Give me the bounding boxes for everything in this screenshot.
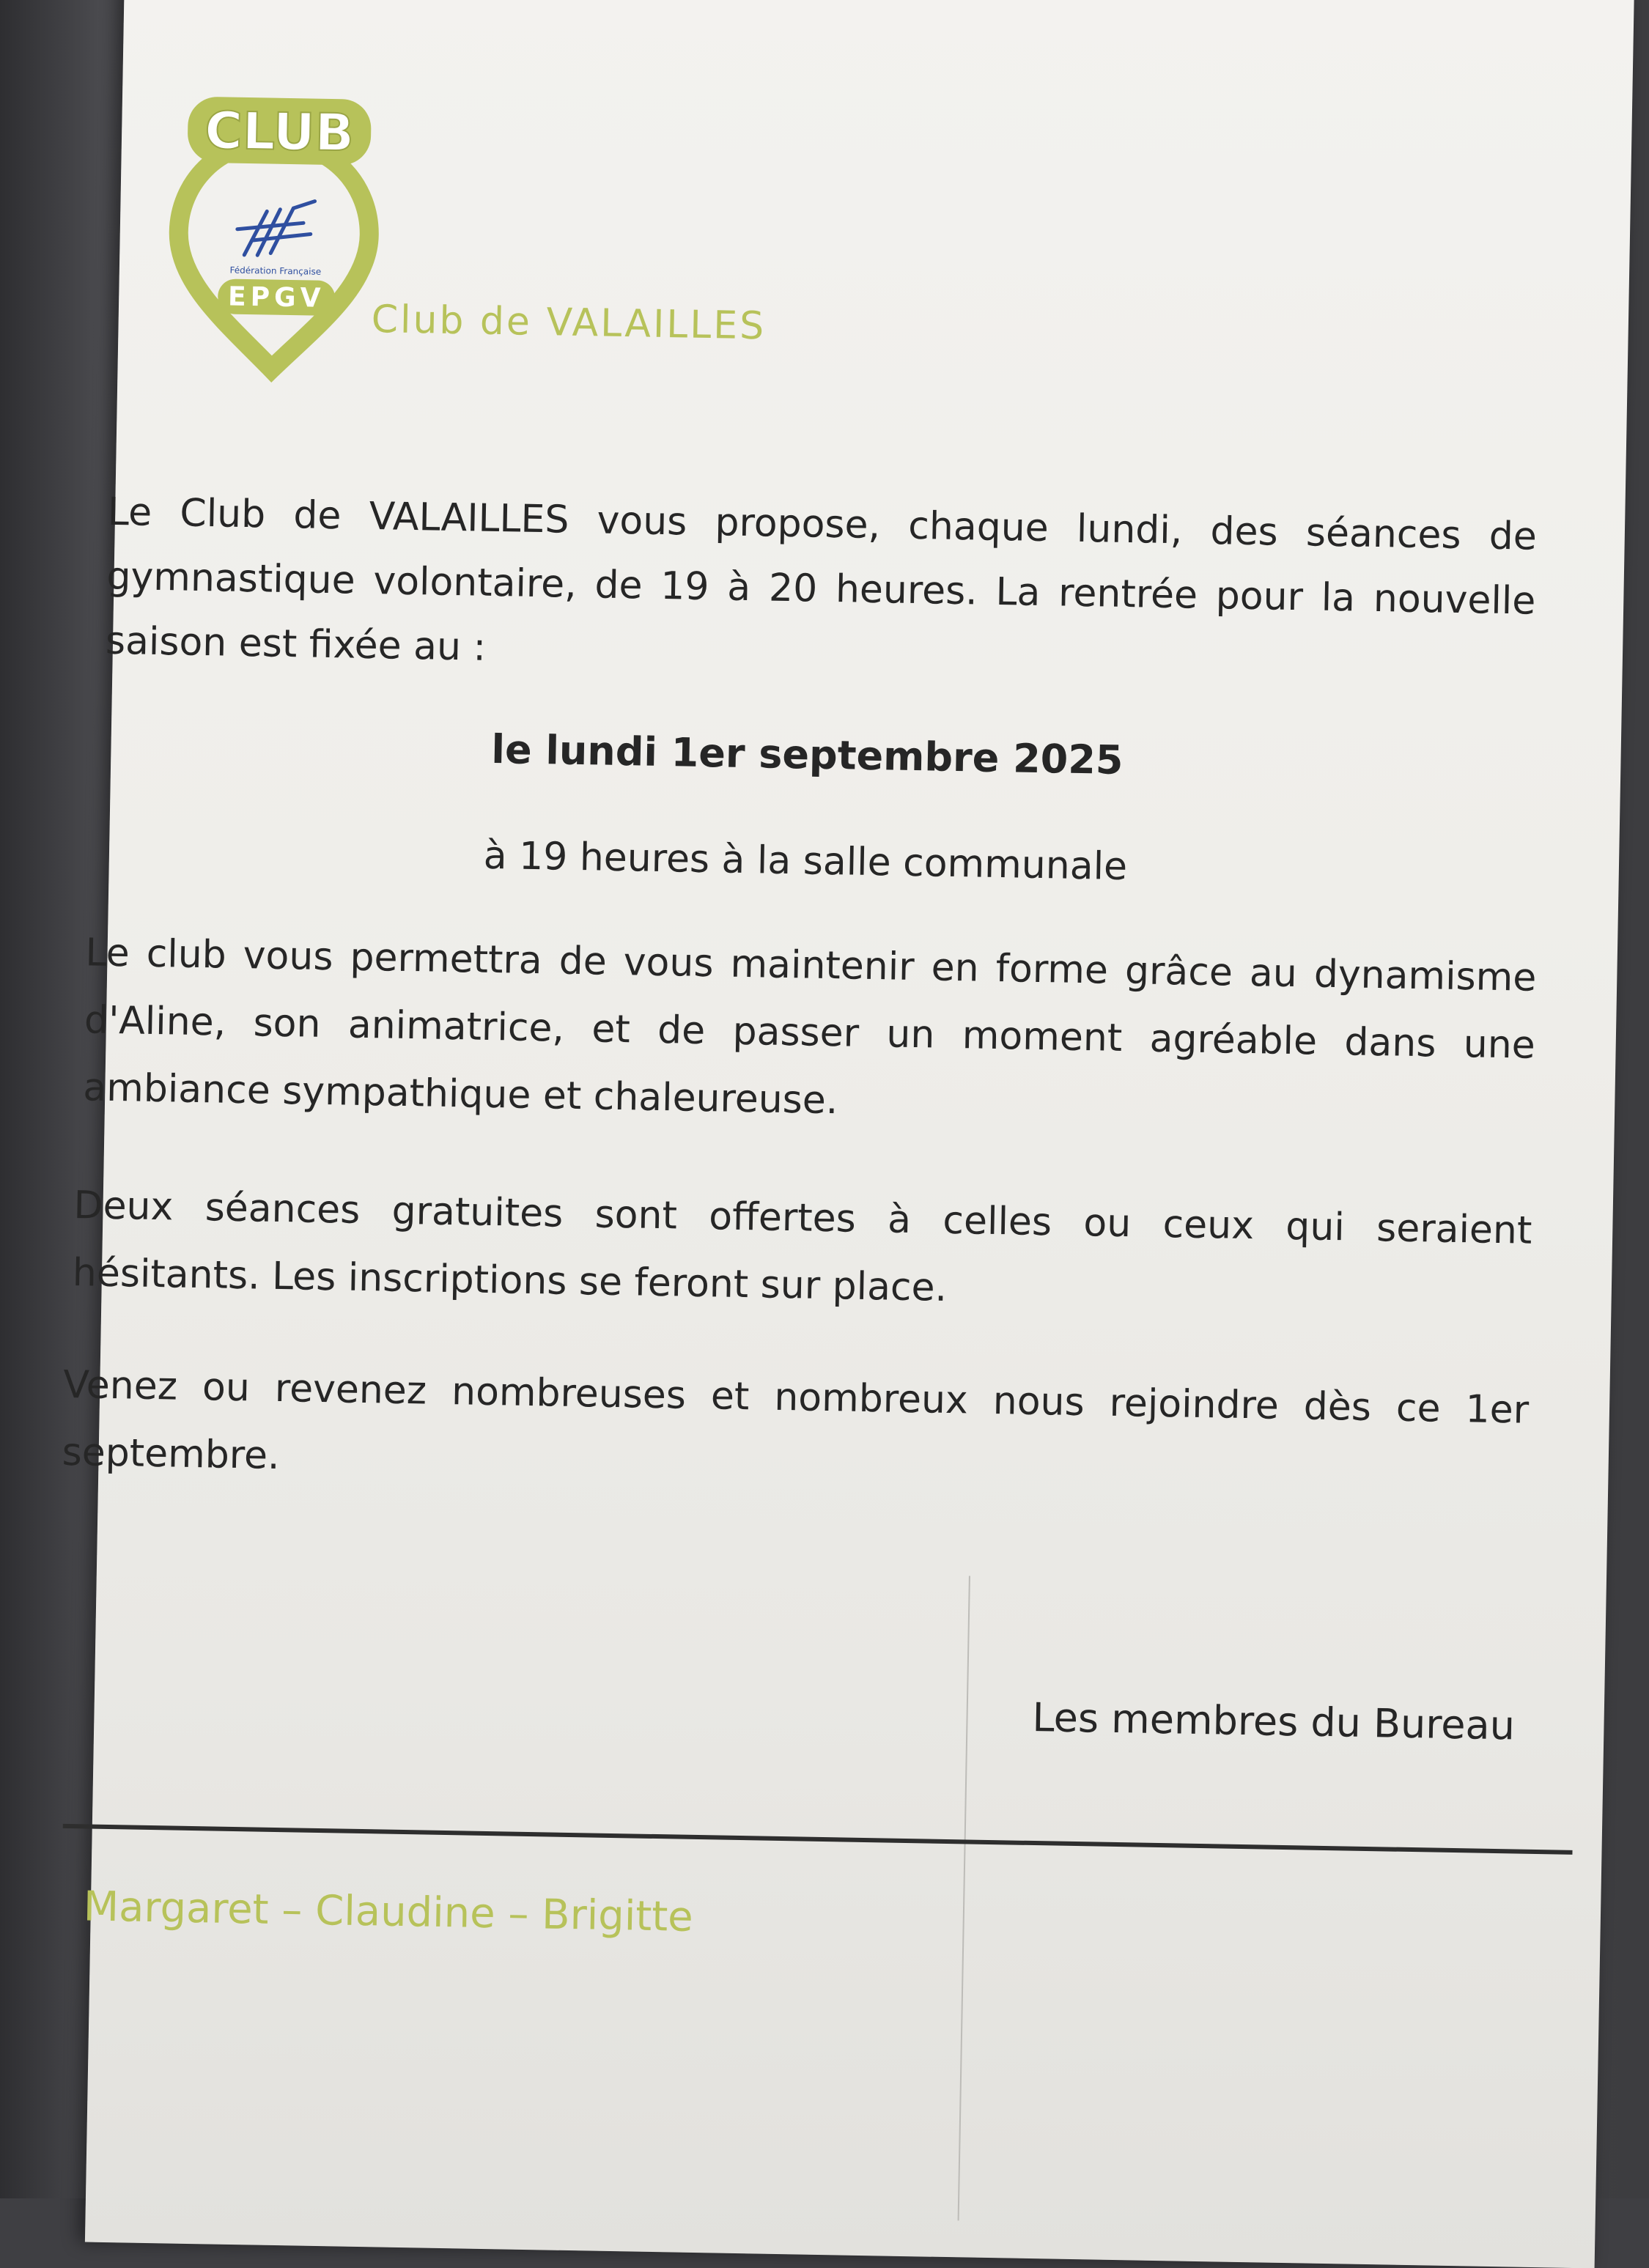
horizontal-divider bbox=[63, 1824, 1573, 1855]
signature-line: Les membres du Bureau bbox=[1032, 1693, 1516, 1749]
venue-line: à 19 heures à la salle communale bbox=[483, 833, 1128, 890]
logo-federation-text: Fédération Française bbox=[229, 265, 322, 277]
club-name-heading: Club de VALAILLES bbox=[371, 297, 767, 349]
benefits-paragraph: Le club vous permettra de vous maintenir en forme grâce au dynamisme d'Aline, son animatrice, et de passer un moment agréable dans une ambiance sympathique et chaleureuse. bbox=[82, 931, 1537, 1123]
bureau-member-names: Margaret – Claudine – Brigitte bbox=[83, 1883, 694, 1941]
intro-paragraph: Le Club de VALAILLES vous propose, chaque lundi, des séances de gymnastique volontaire, de 19 à 20 heures. La rentrée pour la nouvelle saison est fixée au : bbox=[105, 490, 1538, 670]
start-date-line: le lundi 1er septembre 2025 bbox=[490, 725, 1124, 783]
logo-club-text: CLUB bbox=[204, 100, 355, 163]
vertical-divider bbox=[958, 1576, 970, 2220]
flyer-page bbox=[62, 0, 1634, 2268]
club-epgv-logo bbox=[154, 81, 394, 379]
free-sessions-paragraph: Deux séances gratuites sont offertes à celles ou ceux qui seraient hésitants. Les inscriptions se feront sur place. bbox=[72, 1183, 1532, 1310]
invitation-paragraph: Venez ou revenez nombreuses et nombreux nous rejoindre dès ce 1er septembre. bbox=[62, 1362, 1530, 1478]
logo-epgv-text: EPGV bbox=[227, 281, 325, 314]
